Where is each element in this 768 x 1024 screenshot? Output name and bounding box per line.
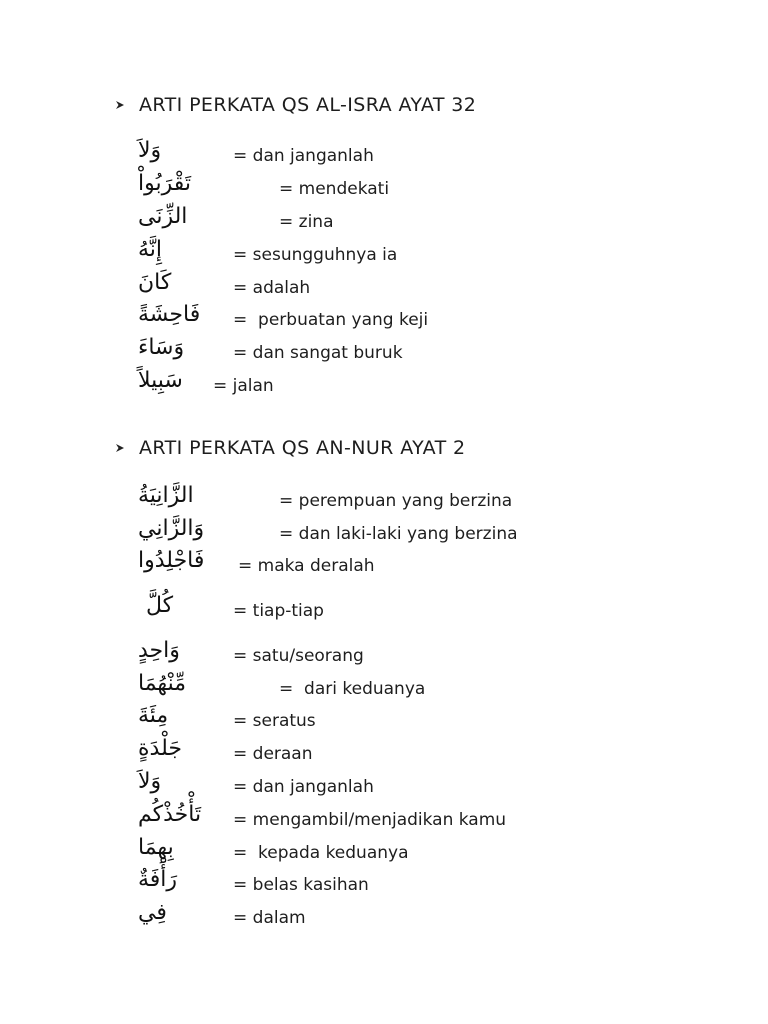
arabic-word: وَسَاءَ	[138, 335, 185, 360]
arabic-word: وَلاَ	[138, 769, 162, 794]
word-meaning: = satu/seorang	[233, 646, 364, 666]
arabic-word: رَأْفَةٌ	[138, 867, 178, 892]
arabic-word: سَبِيلاً	[138, 368, 183, 393]
arabic-word: فِي	[138, 900, 167, 925]
section2-title: ARTI PERKATA QS AN-NUR AYAT 2	[139, 437, 466, 459]
word-meaning: = dan sangat buruk	[233, 343, 403, 363]
arabic-word: وَلاَ	[138, 138, 162, 163]
word-meaning: = dan janganlah	[233, 777, 374, 797]
word-meaning: = dalam	[233, 908, 306, 928]
arabic-word: تَقْرَبُواْ	[138, 171, 191, 196]
arabic-word: كُلَّ	[146, 593, 174, 618]
word-meaning: = belas kasihan	[233, 875, 369, 895]
word-meaning: = perbuatan yang keji	[233, 310, 429, 330]
arabic-word: الزَّانِيَةُ	[138, 483, 194, 508]
word-meaning: = perempuan yang berzina	[279, 491, 513, 511]
word-meaning: = dan janganlah	[233, 146, 374, 166]
word-meaning: = tiap-tiap	[233, 601, 324, 621]
arabic-word: مِّنْهُمَا	[138, 671, 186, 696]
word-meaning: = deraan	[233, 744, 313, 764]
arrowhead-bullet-icon	[115, 443, 125, 453]
arabic-word: الزِّنَى	[138, 204, 188, 229]
arabic-word: فَاحِشَةً	[138, 302, 201, 327]
arabic-word: بِهِمَا	[138, 835, 174, 860]
word-meaning: = zina	[279, 212, 334, 232]
word-meaning: = sesungguhnya ia	[233, 245, 398, 265]
word-meaning: = adalah	[233, 278, 311, 298]
section1-heading	[115, 94, 476, 116]
word-meaning: = kepada keduanya	[233, 843, 409, 863]
arrowhead-bullet-icon	[115, 100, 125, 110]
arabic-word: مِئَةَ	[138, 703, 169, 728]
section1-title: ARTI PERKATA QS AL-ISRA AYAT 32	[139, 94, 477, 116]
word-meaning: = maka deralah	[238, 556, 375, 576]
arabic-word: كَانَ	[138, 270, 172, 295]
arabic-word: وَاحِدٍ	[138, 638, 180, 663]
word-meaning: = dan laki-laki yang berzina	[279, 524, 518, 544]
word-meaning: = jalan	[213, 376, 274, 396]
arabic-word: تَأْخُذْكُم	[138, 802, 202, 827]
word-meaning: = mengambil/menjadikan kamu	[233, 810, 507, 830]
word-meaning: = mendekati	[279, 179, 390, 199]
word-meaning: = dari keduanya	[279, 679, 426, 699]
section2-heading	[115, 437, 466, 459]
arabic-word: وَالزَّانِي	[138, 516, 205, 541]
arabic-word: جَلْدَةٍ	[138, 736, 182, 761]
word-meaning: = seratus	[233, 711, 316, 731]
arabic-word: إِنَّهُ	[138, 237, 163, 262]
arabic-word: فَاجْلِدُوا	[138, 548, 205, 573]
